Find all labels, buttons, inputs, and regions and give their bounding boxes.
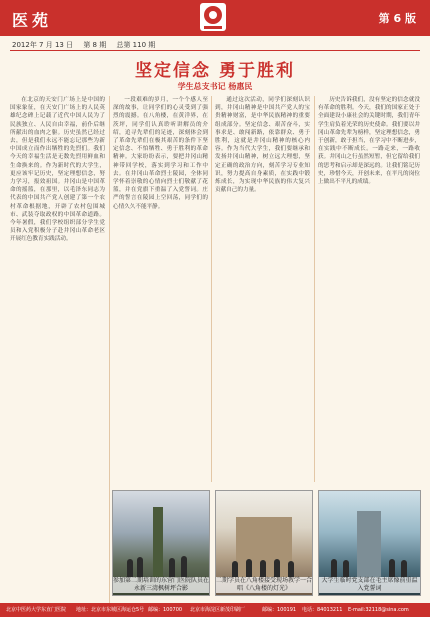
group-photo-tree — [112, 490, 210, 596]
header-divider — [10, 50, 420, 51]
group-photo-statue — [318, 490, 421, 596]
article-column-3 — [215, 96, 310, 482]
article-column-4 — [318, 96, 420, 482]
photo-caption: 大学生临时党支部在毛主席像前重温入党誓词 — [319, 577, 420, 593]
footer-printer: 北京市海淀区新茂印刷厂 — [190, 607, 246, 613]
issue-info — [12, 40, 163, 50]
masthead — [0, 0, 430, 36]
page-number: 第 6 版 — [378, 12, 416, 25]
article-title: 坚定信念 勇于胜利 — [135, 61, 295, 81]
group-photo-building — [215, 490, 313, 596]
total-issue-number: 总第 110 期 — [116, 41, 156, 49]
footer-phone: 电话：84013211 — [302, 607, 343, 613]
column-divider — [314, 96, 315, 482]
column-3-text: 通过这次活动，同学们深刻认识到，井冈山精神是中国共产党人的宝贵精神财富，是中华民族精神的重要组成部分。坚定信念、艰苦奋斗，实事求是、敢闯新路，依靠群众、勇于胜利，这就是井冈山精神的核心内容。作为当代大学生，我们要继承和发扬井冈山精神，树立远大理想，坚定正确的政治方向，刻苦学习专业知识，努力提高自身素质，在实践中锻炼成长，为实现中华民族的伟大复兴贡献自己的力量。 — [215, 97, 310, 194]
footer-publisher: 北京中医药大学东直门医院 — [6, 607, 67, 613]
article-column-2 — [113, 96, 208, 482]
column-divider — [211, 96, 212, 482]
footer-bar — [0, 603, 430, 617]
article-byline: 学生总支书记 杨惠民 — [177, 82, 253, 91]
footer-email: E-mail:32118@sina.com — [348, 607, 409, 613]
photo-caption: 参加第二期培训的东营门医院队员在永新三湾枫树坪合影 — [113, 577, 210, 592]
hospital-logo-icon — [200, 3, 226, 31]
footer-address: 地址：北京市东城区海运仓5号 — [76, 607, 145, 613]
issue-date: 2012年 7 月 13 日 — [12, 41, 74, 49]
masthead-title: 医苑 — [12, 11, 53, 30]
footer-postcode: 邮编：100700 — [148, 607, 183, 613]
column-4-text: 历史告诉我们，没有坚定的信念就没有革命的胜利。今天，我们的国家正处于全面建设小康社会的关键时期，我们青年学生肩负着光荣的历史使命。我们要以井冈山革命先辈为榜样，坚定理想信念，勇于创新，敢于担当，在学习中不断进步，在实践中不断成长。一路走来，一路收获。井冈山之行虽然短暂，但它留给我们的思考和启示却是深远的。让我们铭记历史，珍惜今天，开创未来，在平凡的岗位上做出不平凡的成绩。 — [318, 97, 420, 186]
article-column-1 — [10, 96, 105, 608]
photo-caption: 二期学员在八角楼接受现场教学一合唱《八角楼的灯光》 — [216, 577, 313, 592]
column-2-text: 一段艰难的岁月，一个个感人至深的故事，让同学们的心灵受到了强烈的震撼。在八角楼，在黄洋界，在茨坪，同学们认真聆听讲解员的介绍，追寻先辈们的足迹，深刻体会到了革命先辈们在极其艰苦的条件下坚定信念、不怕牺牲、勇于胜利的革命精神。大家纷纷表示，要把井冈山精神带回学校，落实到学习和工作中去。在井冈山革命烈士陵园，全体同学怀着崇敬的心情向烈士们敬献了花篮，并在党旗下重温了入党誓词。庄严的誓言在陵园上空回荡，同学们的心情久久不能平静。 — [113, 97, 208, 210]
column-divider — [109, 96, 110, 608]
footer-postcode-2: 邮编：100191 — [262, 607, 297, 613]
column-1-text: 在北京的天安门广场上是中国的国家象征，在天安门广场上的人民英雄纪念碑上记载了近代中国人民为了民族独立、人民自由幸福，前仆后继所献出的血肉之躯。历史虽然已经过去，但是我们永远不能忘记那些为新中国成立而作出牺牲的先烈们。我们今天的幸福生活是无数先烈用鲜血和生命换来的。作为新时代的大学生，更应该牢记历史，坚定理想信念，努力学习，报效祖国。井冈山是中国革命的摇篮，在那里，以毛泽东同志为代表的中国共产党人创建了第一个农村革命根据地，开辟了农村包围城市、武装夺取政权的中国革命道路。今年暑假，我们学校组织部分学生党员和入党积极分子赴井冈山革命老区开展红色教育实践活动。 — [10, 97, 105, 243]
issue-number: 第 8 期 — [83, 41, 107, 49]
